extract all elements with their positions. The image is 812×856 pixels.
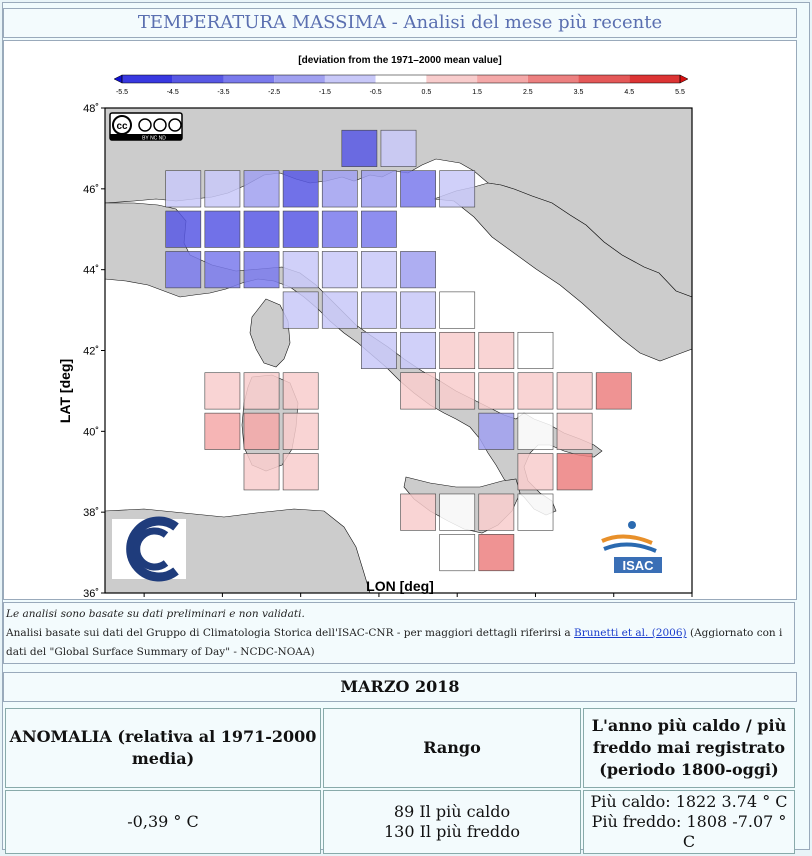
header-anomaly: ANOMALIA (relativa al 1971-2000 media) [5,708,321,788]
anomaly-cell [518,332,553,368]
colorbar-tick-label: -4.5 [166,89,179,96]
anomaly-cell [479,413,514,449]
anomaly-cell [361,292,396,328]
notes-panel [3,602,795,664]
anomaly-cell [479,494,514,530]
colorbar-tick-label: -5.5 [115,89,129,96]
colorbar-tick-label: -3.5 [217,89,230,96]
anomaly-cell [518,494,553,530]
isac-logo-text: ISAC [622,558,654,573]
anomaly-cell [322,171,357,207]
anomaly-cell [322,211,357,247]
colorbar-min-arrow [114,75,122,83]
cc-license-logo [110,113,182,142]
colorbar-tick-label: 4.5 [624,89,635,96]
anomaly-cell [440,171,475,207]
colorbar-tick-label: -0.5 [369,89,382,96]
anomaly-cell [401,171,436,207]
colorbar-tick-label: 5.5 [675,89,685,96]
anomaly-cell [166,171,201,207]
y-tick-label: 46˚ [83,183,99,196]
anomaly-cell [440,332,475,368]
anomaly-cell [283,251,318,287]
colorbar-segment [528,75,579,83]
anomaly-cell [244,211,279,247]
note-source-suffix: (Aggiornato con i dati del "Global Surface Summary of Day" - NCDC-NOAA) [6,627,783,658]
anomaly-cell [244,171,279,207]
anomaly-cell [244,413,279,449]
anomaly-cell [342,130,377,166]
colorbar-segment [376,75,427,83]
colorbar-title: [deviation from the 1971–2000 mean value] [298,55,502,66]
anomaly-cell [205,211,240,247]
colorbar-tick-label: 0.5 [421,89,432,96]
anomaly-cell [205,251,240,287]
anomaly-cell [283,373,318,409]
colorbar-segment [122,75,173,83]
y-tick-label: 36˚ [83,588,99,599]
colorbar-segment [223,75,274,83]
anomaly-cell [518,454,553,490]
anomaly-map-chart [4,41,796,599]
anomaly-cell [283,454,318,490]
anomaly-cell [322,292,357,328]
anomaly-cell [283,171,318,207]
anomaly-cell [283,413,318,449]
record-values [583,790,795,854]
colorbar-segment [579,75,630,83]
anomaly-cell [479,332,514,368]
cc-logo-subtext: BY NC ND [142,135,166,142]
y-tick-label: 44˚ [83,264,99,277]
anomaly-cell [401,373,436,409]
anomaly-cell [361,171,396,207]
cc-logo-text: cc [116,121,128,132]
cnr-logo [112,519,186,579]
anomaly-cell [479,534,514,570]
stats-header-row [5,708,795,788]
anomaly-cell [479,373,514,409]
anomaly-cell [518,373,553,409]
colorbar-tick-label: 1.5 [472,89,482,96]
colorbar-tick-label: 2.5 [522,89,533,96]
y-tick-label: 42˚ [83,345,99,358]
anomaly-cell [557,454,592,490]
anomaly-cell [244,373,279,409]
anomaly-cell [361,251,396,287]
y-tick-label: 38˚ [83,507,99,520]
map-panel [3,40,797,600]
colorbar-segment [274,75,325,83]
colorbar-segment [173,75,224,83]
anomaly-cell [401,332,436,368]
colorbar-tick-label: 3.5 [573,89,584,96]
anomaly-cell [283,211,318,247]
anomaly-cell [283,292,318,328]
anomaly-cell [322,251,357,287]
anomaly-cell [557,373,592,409]
rank-cold: 130 Il più freddo [383,822,521,841]
note-source-prefix: Analisi basate sui dati del Gruppo di Climatologia Storica dell'ISAC-CNR - per maggiori dettagli riferirsi a [6,627,571,639]
anomaly-cell [361,332,396,368]
anomaly-cell [244,251,279,287]
anomaly-cell [557,413,592,449]
month-title: MARZO 2018 [3,672,797,702]
note-preliminary: Le analisi sono basate su dati preliminari e non validati. [6,608,305,620]
stats-table [3,706,797,856]
anomaly-cell [440,373,475,409]
anomaly-cell [205,171,240,207]
colorbar-segment [325,75,376,83]
y-tick-label: 48˚ [83,103,99,115]
anomaly-cell [401,494,436,530]
anomaly-cell [361,211,396,247]
colorbar-segment [477,75,528,83]
colorbar [114,75,688,96]
anomaly-cell [440,494,475,530]
anomaly-value: -0,39 ° C [5,790,321,854]
anomaly-cell [244,454,279,490]
note-source [6,624,792,662]
stats-value-row [5,790,795,854]
colorbar-segment [426,75,477,83]
y-axis-label: LAT [deg] [57,358,73,424]
anomaly-cell [205,373,240,409]
anomaly-cell [401,292,436,328]
anomaly-cell [205,413,240,449]
anomaly-cell [518,413,553,449]
rank-values [323,790,581,854]
colorbar-tick-label: -1.5 [318,89,331,96]
rank-warm: 89 Il più caldo [393,802,511,821]
colorbar-segment [629,75,680,83]
anomaly-cell [440,534,475,570]
x-axis-label: LON [deg] [366,578,434,594]
record-warm: Più caldo: 1822 3.74 ° C [590,792,788,811]
page-title: TEMPERATURA MASSIMA - Analisi del mese più recente [3,8,797,38]
record-cold: Più freddo: 1808 -7.07 ° C [591,812,787,851]
anomaly-cell [596,373,631,409]
colorbar-max-arrow [680,75,688,83]
y-tick-label: 40˚ [83,426,99,439]
header-rank: Rango [323,708,581,788]
brunetti-reference-link[interactable]: Brunetti et al. (2006) [574,627,687,639]
colorbar-tick-label: -2.5 [268,89,281,96]
anomaly-cell [166,211,201,247]
anomaly-cell [166,251,201,287]
header-record: L'anno più caldo / più freddo mai registrato (periodo 1800-oggi) [583,708,795,788]
anomaly-cell [381,130,416,166]
anomaly-cell [440,292,475,328]
anomaly-cell [401,251,436,287]
